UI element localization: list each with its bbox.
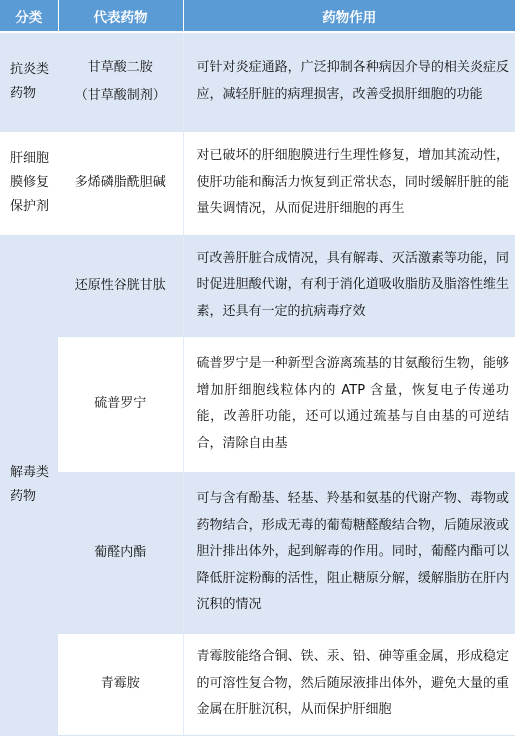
- category-cell: 解毒类药物: [0, 235, 58, 735]
- table-row: [0, 472, 515, 633]
- table-row: [0, 131, 515, 235]
- drug-cell: 青霉胺: [58, 633, 183, 735]
- table-row: [0, 633, 515, 735]
- table-row: [0, 235, 515, 336]
- effect-cell: 可针对炎症通路，广泛抑制各种病因介导的相关炎症反应，减轻肝脏的病理损害，改善受损肝细胞的功能: [183, 32, 515, 131]
- header-drug: 代表药物: [58, 0, 183, 32]
- drug-name: 甘草酸二胺: [87, 59, 153, 75]
- table-row: [0, 336, 515, 472]
- category-cell: 肝细胞膜修复保护剂: [0, 131, 58, 235]
- drug-cell: 硫普罗宁: [58, 336, 183, 472]
- drug-cell: 葡醛内酯: [58, 472, 183, 633]
- table-row: [0, 32, 515, 131]
- header-effect: 药物作用: [183, 0, 515, 32]
- table-header-row: [0, 0, 515, 32]
- effect-cell: 青霉胺能络合铜、铁、汞、铅、砷等重金属，形成稳定的可溶性复合物，然后随尿液排出体外，避免大量的重金属在肝脏沉积，从而保护肝细胞: [183, 633, 515, 735]
- category-cell: 抗炎类药物: [0, 32, 58, 131]
- header-category: 分类: [0, 0, 58, 32]
- effect-cell: 硫普罗宁是一种新型含游离巯基的甘氨酸衍生物，能够增加肝细胞线粒体内的 ATP 含量，恢复电子传递功能，改善肝功能，还可以通过巯基与自由基的可逆结合，清除自由基: [183, 336, 515, 472]
- drug-cell: 多烯磷脂酰胆碱: [58, 131, 183, 235]
- effect-cell: 可改善肝脏合成情况，具有解毒、灭活激素等功能，同时促进胆酸代谢，有利于消化道吸收脂肪及脂溶性维生素，还具有一定的抗病毒疗效: [183, 235, 515, 336]
- drug-cell: [58, 32, 183, 131]
- effect-cell: 对已破坏的肝细胞膜进行生理性修复，增加其流动性，使肝功能和酶活力恢复到正常状态，同时缓解肝脏的能量失调情况，从而促进肝细胞的再生: [183, 131, 515, 235]
- drug-cell: 还原性谷胱甘肽: [58, 235, 183, 336]
- drug-subname: （甘草酸制剂）: [74, 87, 166, 103]
- effect-cell: 可与含有酚基、轻基、羚基和氨基的代谢产物、毒物或药物结合，形成无毒的葡萄糖醛酸结合物，后随尿液或胆汁排出体外，起到解毒的作用。同时，葡醛内酯可以降低肝淀粉酶的活性，阻止糖原分解，缓解脂肪在肝内沉积的情况: [183, 472, 515, 633]
